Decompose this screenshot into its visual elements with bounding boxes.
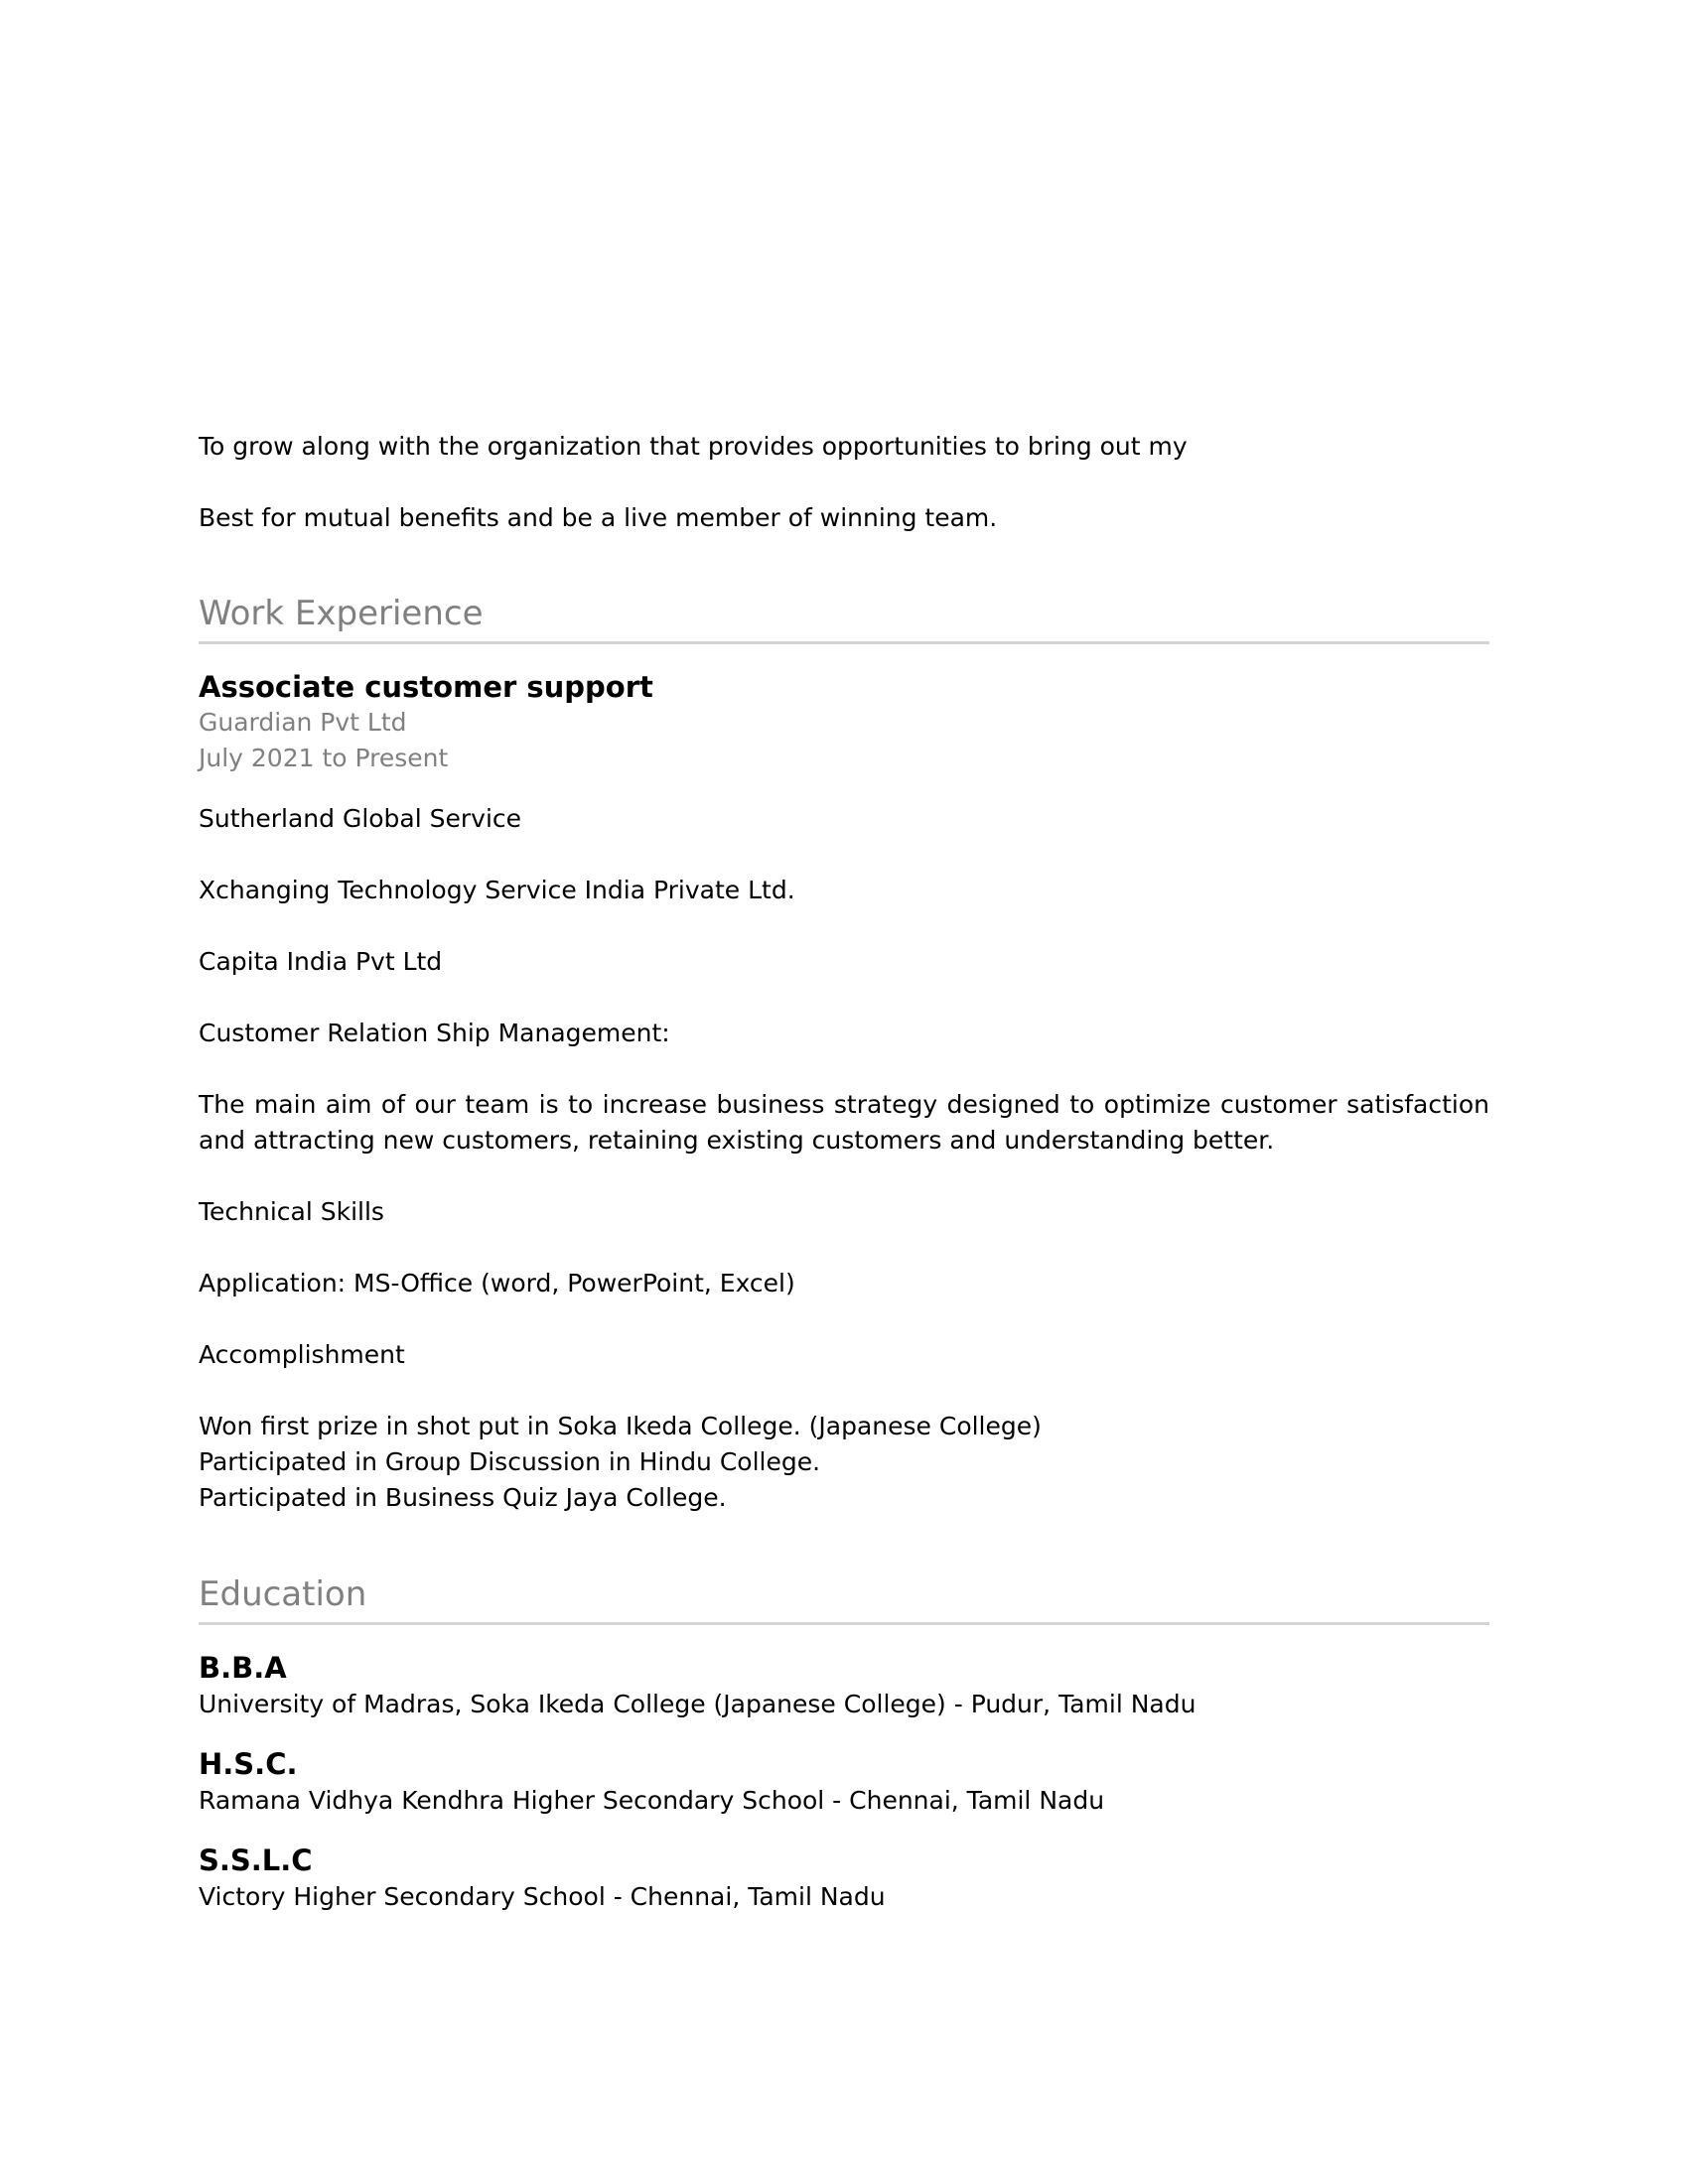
technical-skills-label: Technical Skills	[199, 1197, 384, 1226]
education-school: University of Madras, Soka Ikeda College (Japanese College) - Pudur, Tamil Nadu	[199, 1690, 1196, 1718]
experience-description: The main aim of our team is to increase business strategy designed to optimize customer satisfaction and attracting new customers, retaining existing customers and understanding better.	[199, 1090, 1489, 1155]
accomplishment-label: Accomplishment	[199, 1340, 405, 1369]
education-degree: H.S.C.	[199, 1747, 298, 1781]
objective-line-1: To grow along with the organization that provides opportunities to bring out my	[199, 432, 1188, 461]
education-degree: S.S.L.C	[199, 1843, 313, 1877]
experience-line-sutherland: Sutherland Global Service	[199, 804, 522, 833]
objective-line-2: Best for mutual benefits and be a live member of winning team.	[199, 503, 998, 532]
education-school: Ramana Vidhya Kendhra Higher Secondary School - Chennai, Tamil Nadu	[199, 1786, 1105, 1815]
education-degree: B.B.A	[199, 1651, 287, 1685]
experience-line-xchanging: Xchanging Technology Service India Private Ltd.	[199, 876, 795, 904]
experience-line-crm: Customer Relation Ship Management:	[199, 1019, 670, 1047]
job-title: Associate customer support	[199, 670, 653, 704]
education-heading: Education	[199, 1572, 1489, 1625]
work-experience-heading: Work Experience	[199, 592, 1489, 644]
technical-skills-application: Application: MS-Office (word, PowerPoint, Excel)	[199, 1269, 795, 1297]
job-dates: July 2021 to Present	[199, 744, 449, 772]
experience-line-capita: Capita India Pvt Ltd	[199, 947, 443, 976]
accomplishment-item: Participated in Group Discussion in Hindu College.	[199, 1447, 821, 1476]
job-company: Guardian Pvt Ltd	[199, 708, 407, 737]
accomplishment-item: Participated in Business Quiz Jaya College.	[199, 1483, 727, 1512]
accomplishment-item: Won first prize in shot put in Soka Ikeda College. (Japanese College)	[199, 1412, 1042, 1440]
education-school: Victory Higher Secondary School - Chennai, Tamil Nadu	[199, 1882, 886, 1911]
